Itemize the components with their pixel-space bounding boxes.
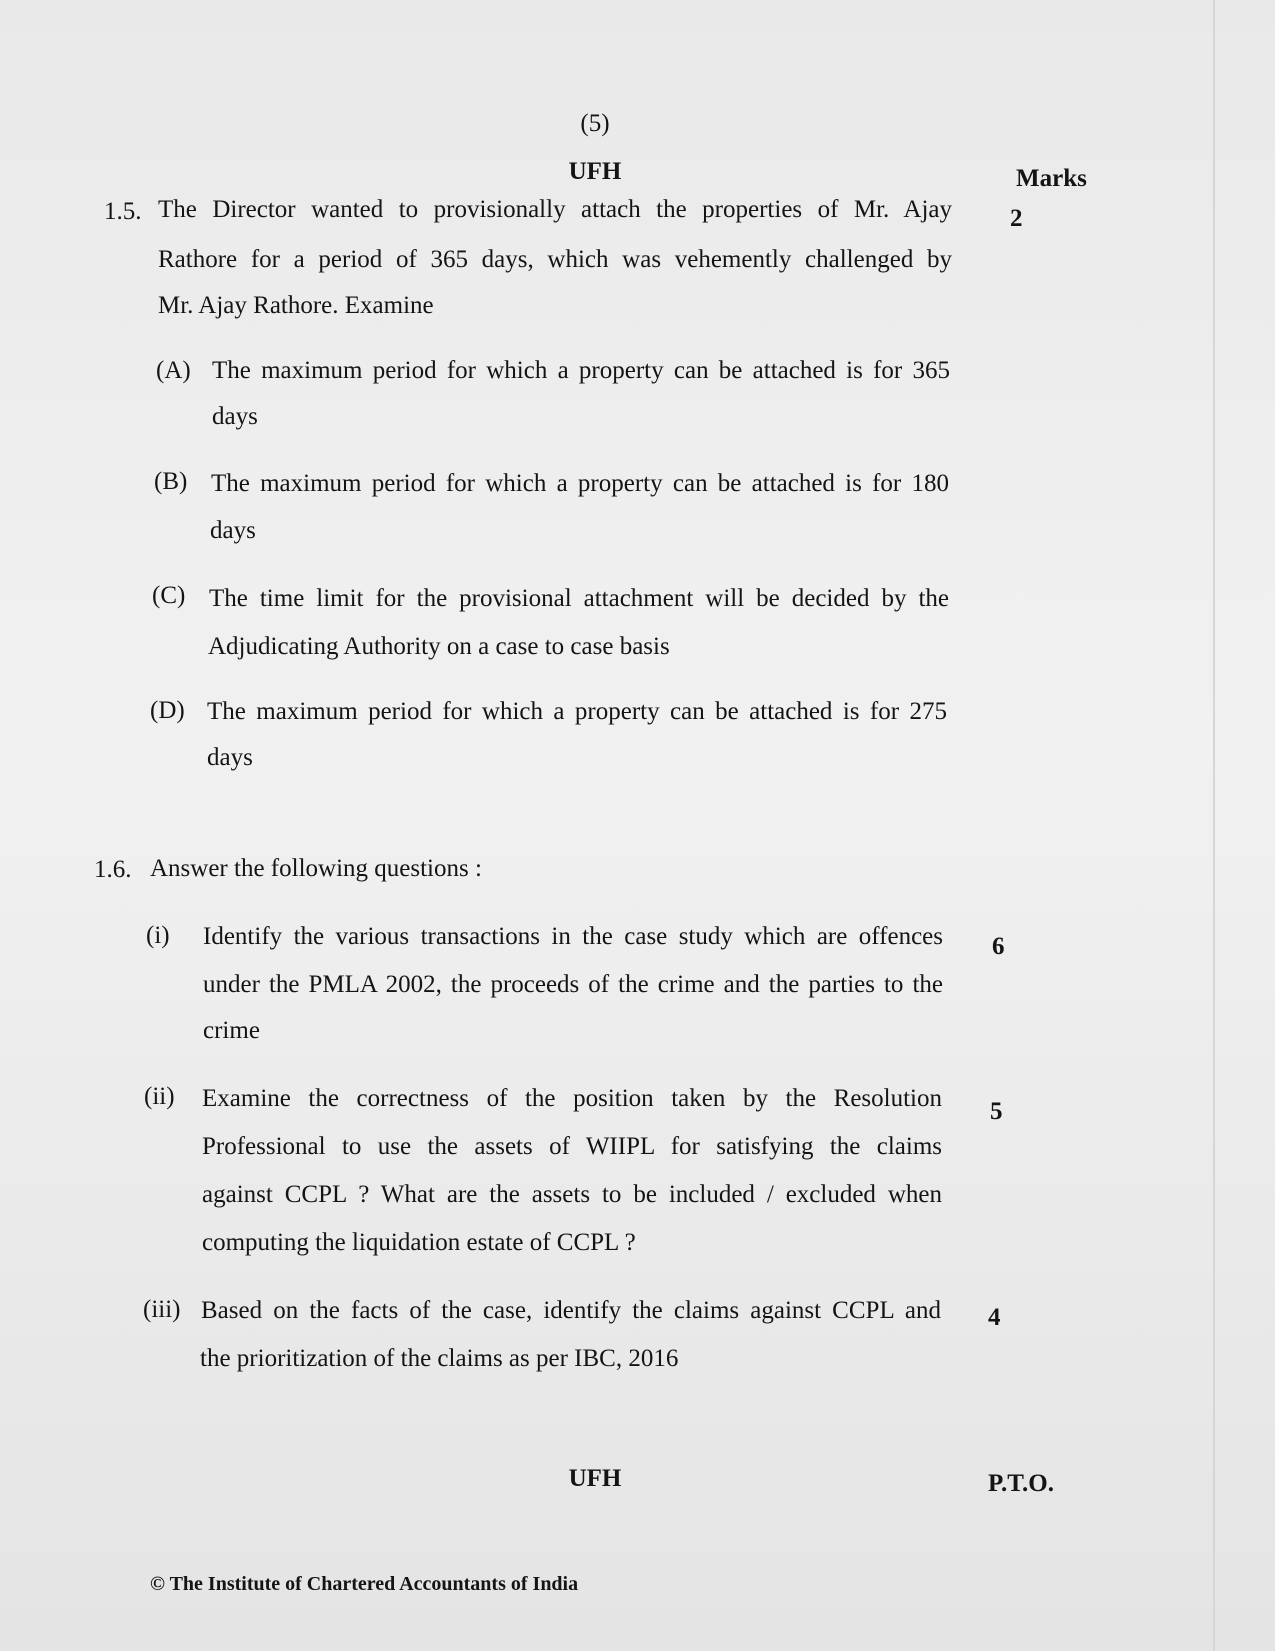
subquestion-label: (ii) xyxy=(144,1083,175,1110)
option-label: (D) xyxy=(150,697,185,724)
option-text-line: Adjudicating Authority on a case to case basis xyxy=(208,633,670,660)
option-text-line: The maximum period for which a property can be attached is for 180 xyxy=(211,470,949,497)
option-text-line: days xyxy=(207,744,253,771)
question-number: 1.5. xyxy=(104,198,142,225)
question-number: 1.6. xyxy=(94,856,132,883)
subquestion-text-line: Identify the various transactions in the case study which are offences xyxy=(203,923,943,950)
subquestion-text-line: Based on the facts of the case, identify the claims against CCPL and xyxy=(201,1297,941,1324)
subquestion-text-line: computing the liquidation estate of CCPL ? xyxy=(202,1229,636,1256)
subquestion-text-line: Examine the correctness of the position taken by the Resolution xyxy=(202,1085,942,1112)
paper-code-header: UFH xyxy=(568,158,622,185)
question-text-line: The Director wanted to provisionally attach the properties of Mr. Ajay xyxy=(158,196,952,223)
option-label: (B) xyxy=(154,468,188,495)
page-edge xyxy=(1213,0,1215,1651)
pto-label: P.T.O. xyxy=(988,1470,1054,1497)
question-marks: 2 xyxy=(1010,205,1023,232)
subquestion-marks: 4 xyxy=(988,1304,1001,1331)
option-text-line: The maximum period for which a property can be attached is for 365 xyxy=(212,357,950,384)
option-text-line: The maximum period for which a property can be attached is for 275 xyxy=(207,698,947,725)
copyright-notice: © The Institute of Chartered Accountants of India xyxy=(150,1573,579,1595)
option-label: (A) xyxy=(156,357,191,384)
page-number: (5) xyxy=(580,110,610,137)
subquestion-marks: 5 xyxy=(990,1098,1003,1125)
question-text-line: Rathore for a period of 365 days, which was vehemently challenged by xyxy=(158,246,952,273)
subquestion-label: (i) xyxy=(146,922,170,949)
subquestion-label: (iii) xyxy=(143,1296,181,1323)
question-text-line: Mr. Ajay Rathore. Examine xyxy=(158,292,434,319)
subquestion-text-line: crime xyxy=(203,1017,260,1044)
option-text-line: The time limit for the provisional attachment will be decided by the xyxy=(209,585,949,612)
question-text-line: Answer the following questions : xyxy=(150,855,482,882)
subquestion-text-line: the prioritization of the claims as per IBC, 2016 xyxy=(200,1345,679,1372)
subquestion-marks: 6 xyxy=(992,933,1005,960)
option-label: (C) xyxy=(152,582,186,609)
subquestion-text-line: under the PMLA 2002, the proceeds of the crime and the parties to the xyxy=(203,971,943,998)
option-text-line: days xyxy=(210,517,256,544)
option-text-line: days xyxy=(212,403,258,430)
paper-code-footer: UFH xyxy=(568,1465,622,1492)
marks-column-header: Marks xyxy=(1016,165,1087,192)
subquestion-text-line: against CCPL ? What are the assets to be included / excluded when xyxy=(202,1181,942,1208)
subquestion-text-line: Professional to use the assets of WIIPL for satisfying the claims xyxy=(202,1133,942,1160)
